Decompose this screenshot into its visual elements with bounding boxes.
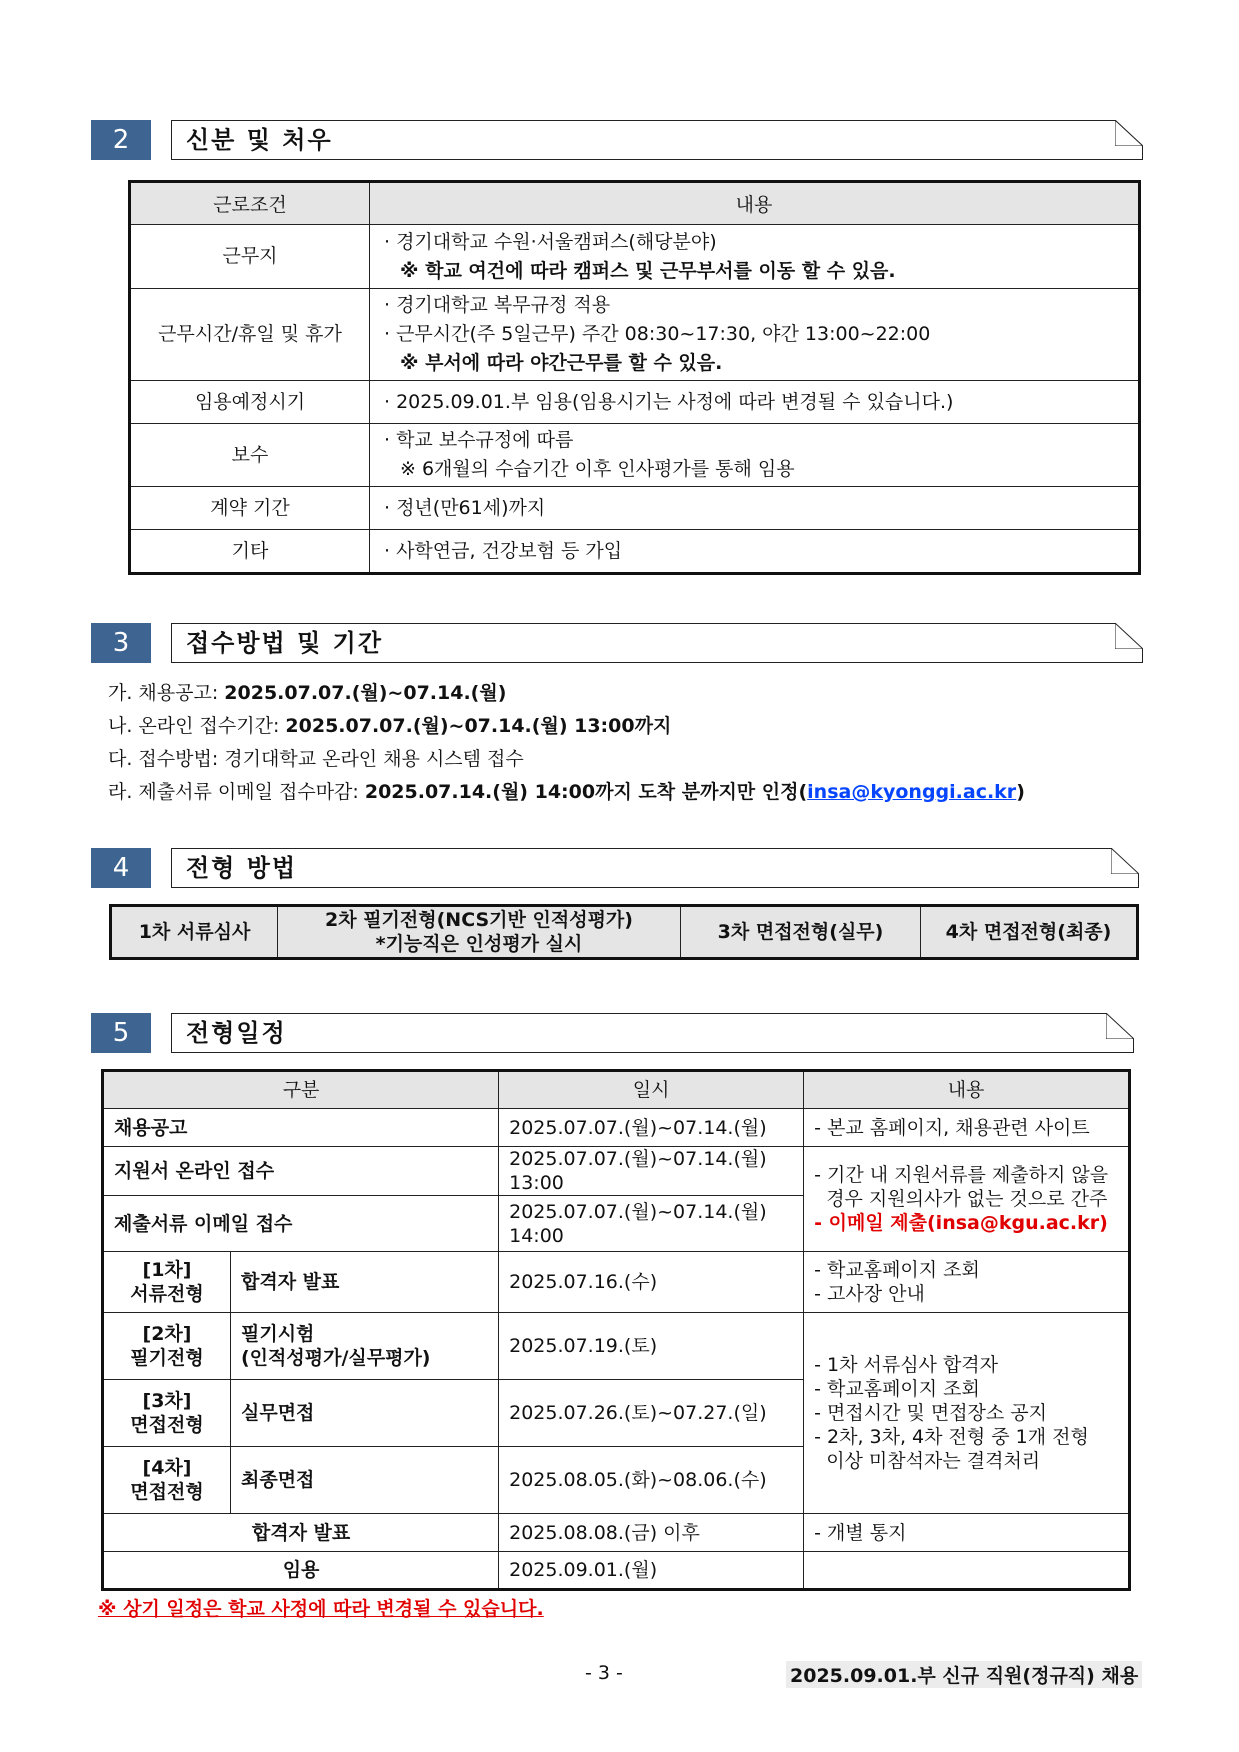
table-row — [130, 381, 1140, 424]
row-date: 2025.07.07.(월)~07.14.(월) 13:00 — [499, 1147, 804, 1196]
table-row — [130, 289, 1140, 381]
folded-corner-icon — [1115, 623, 1143, 649]
row-label: 합격자 발표 — [103, 1514, 499, 1552]
section-number: 5 — [91, 1013, 151, 1053]
item-label: 가. 채용공고: — [108, 682, 225, 704]
process-table — [109, 904, 1139, 960]
row-note — [804, 1313, 1130, 1514]
list-item — [108, 678, 506, 705]
row-label: 계약 기간 — [130, 487, 370, 530]
section-title: 전형 방법 — [186, 854, 298, 882]
note-line: - 기간 내 지원서류를 제출하지 않을 — [814, 1164, 1109, 1186]
row-label: 합격자 발표 — [231, 1252, 499, 1313]
row-label: 채용공고 — [103, 1109, 499, 1147]
stage-line: [2차] — [142, 1323, 192, 1345]
label-line: 필기시험 — [241, 1323, 315, 1345]
conditions-table — [128, 180, 1141, 575]
note-line: - 학교홈페이지 조회 — [814, 1378, 980, 1400]
header-category: 구분 — [103, 1071, 499, 1109]
row-label: 제출서류 이메일 접수 — [103, 1196, 499, 1252]
footer-title: 2025.09.01.부 신규 직원(정규직) 채용 — [786, 1661, 1142, 1688]
section-3-heading — [91, 623, 1145, 663]
section-4-heading — [91, 848, 1145, 888]
stage-line: 필기전형 — [130, 1347, 204, 1369]
section-number: 4 — [91, 848, 151, 888]
step2-line: *기능직은 인성평가 실시 — [375, 933, 583, 955]
section-title: 전형일정 — [186, 1019, 287, 1047]
section-5-heading — [91, 1013, 1141, 1053]
row-date: 2025.08.05.(화)~08.06.(수) — [499, 1447, 804, 1514]
list-item: 다. 접수방법: 경기대학교 온라인 채용 시스템 접수 — [108, 748, 524, 770]
list-item — [108, 777, 1025, 804]
row-date: 2025.07.16.(수) — [499, 1252, 804, 1313]
note-line: - 면접시간 및 면접장소 공지 — [814, 1402, 1048, 1424]
item-value: 2025.07.07.(월)~07.14.(월) — [224, 682, 507, 704]
item-close: ) — [1016, 781, 1025, 803]
note-line: - 2차, 3차, 4차 전형 중 1개 전형 — [814, 1426, 1089, 1448]
process-step-2 — [278, 906, 681, 959]
row-note — [804, 1252, 1130, 1313]
section-title-box — [171, 1013, 1134, 1053]
table-row — [130, 530, 1140, 574]
row-date: 2025.07.07.(월)~07.14.(월) — [499, 1109, 804, 1147]
row-label: 기타 — [130, 530, 370, 574]
table-row — [103, 1313, 1130, 1380]
note-line: - 학교홈페이지 조회 — [814, 1259, 980, 1281]
folded-corner-icon — [1115, 120, 1143, 146]
table-row — [103, 1552, 1130, 1590]
row-label: 임용예정시기 — [130, 381, 370, 424]
note-line: - 1차 서류심사 합격자 — [814, 1354, 999, 1376]
header-content: 내용 — [804, 1071, 1130, 1109]
item-label: 라. 제출서류 이메일 접수마감: — [108, 781, 365, 803]
stage-line: [4차] — [142, 1457, 192, 1479]
row-label: 지원서 온라인 접수 — [103, 1147, 499, 1196]
row-line: · 경기대학교 복무규정 적용 — [384, 294, 611, 316]
step2-line: 2차 필기전형(NCS기반 인적성평가) — [325, 909, 633, 931]
schedule-change-notice: ※ 상기 일정은 학교 사정에 따라 변경될 수 있습니다. — [98, 1598, 544, 1620]
stage-line: 서류전형 — [130, 1283, 204, 1305]
row-line: · 학교 보수규정에 따름 — [384, 429, 574, 451]
row-stage — [103, 1313, 231, 1380]
label-line: (인적성평가/실무평가) — [241, 1347, 431, 1369]
row-label: 근무지 — [130, 225, 370, 289]
row-note: - 본교 홈페이지, 채용관련 사이트 — [804, 1109, 1130, 1147]
email-link[interactable]: insa@kyonggi.ac.kr — [807, 781, 1017, 803]
table-row — [130, 424, 1140, 487]
table-row — [130, 487, 1140, 530]
folded-corner-icon — [1111, 848, 1139, 874]
row-date: 2025.08.08.(금) 이후 — [499, 1514, 804, 1552]
row-label: 보수 — [130, 424, 370, 487]
item-value: 2025.07.07.(월)~07.14.(월) 13:00까지 — [285, 715, 672, 737]
folded-corner-icon — [1106, 1013, 1134, 1039]
row-line: · 정년(만61세)까지 — [384, 496, 546, 519]
row-stage — [103, 1447, 231, 1514]
row-label: 실무면접 — [231, 1380, 499, 1447]
header-date: 일시 — [499, 1071, 804, 1109]
section-title-box — [171, 623, 1143, 663]
table-row — [103, 1514, 1130, 1552]
note-line-email: - 이메일 제출(insa@kgu.ac.kr) — [814, 1212, 1108, 1234]
process-step-3: 3차 면접전형(실무) — [681, 906, 921, 959]
process-step-4: 4차 면접전형(최종) — [921, 906, 1138, 959]
row-note — [804, 1147, 1130, 1252]
row-note: - 개별 통지 — [804, 1514, 1130, 1552]
stage-line: [3차] — [142, 1390, 192, 1412]
stage-line: 면접전형 — [130, 1414, 204, 1436]
table-row — [103, 1252, 1130, 1313]
item-label: 나. 온라인 접수기간: — [108, 715, 286, 737]
header-content: 내용 — [370, 182, 1140, 225]
row-stage — [103, 1252, 231, 1313]
row-note — [804, 1552, 1130, 1590]
row-line: ※ 6개월의 수습기간 이후 인사평가를 통해 임용 — [400, 458, 795, 480]
row-stage — [103, 1380, 231, 1447]
schedule-table — [101, 1069, 1131, 1591]
row-date: 2025.07.07.(월)~07.14.(월) 14:00 — [499, 1196, 804, 1252]
stage-line: 면접전형 — [130, 1481, 204, 1503]
table-row — [103, 1109, 1130, 1147]
row-date: 2025.07.26.(토)~07.27.(일) — [499, 1380, 804, 1447]
section-title-box — [171, 848, 1139, 888]
header-condition: 근로조건 — [130, 182, 370, 225]
page-number: - 3 - — [585, 1662, 623, 1684]
stage-line: [1차] — [142, 1259, 192, 1281]
row-line: · 사학연금, 건강보험 등 가입 — [384, 539, 623, 562]
row-line: · 경기대학교 수원·서울캠퍼스(해당분야) — [384, 230, 717, 253]
row-label: 근무시간/휴일 및 휴가 — [130, 289, 370, 381]
row-date: 2025.07.19.(토) — [499, 1313, 804, 1380]
table-row — [130, 225, 1140, 289]
row-note: ※ 부서에 따라 야간근무를 할 수 있음. — [400, 352, 723, 374]
row-date: 2025.09.01.(월) — [499, 1552, 804, 1590]
process-step-1: 1차 서류심사 — [111, 906, 278, 959]
section-2-heading — [91, 120, 1145, 160]
section-number: 3 — [91, 623, 151, 663]
section-title: 신분 및 처우 — [186, 126, 333, 154]
row-label: 임용 — [103, 1552, 499, 1590]
row-line: · 근무시간(주 5일근무) 주간 08:30~17:30, 야간 13:00~22:00 — [384, 323, 931, 345]
note-line: - 고사장 안내 — [814, 1283, 925, 1305]
section-title: 접수방법 및 기간 — [186, 629, 383, 657]
list-item — [108, 711, 671, 738]
row-label: 최종면접 — [231, 1447, 499, 1514]
row-line: · 2025.09.01.부 임용(임용시기는 사정에 따라 변경될 수 있습니다.) — [384, 390, 954, 413]
note-line: 이상 미참석자는 결격처리 — [814, 1450, 1041, 1472]
row-label — [231, 1313, 499, 1380]
table-row — [103, 1147, 1130, 1196]
row-note: ※ 학교 여건에 따라 캠퍼스 및 근무부서를 이동 할 수 있음. — [400, 259, 896, 282]
note-line: 경우 지원의사가 없는 것으로 간주 — [814, 1188, 1108, 1210]
section-number: 2 — [91, 120, 151, 160]
item-value: 2025.07.14.(월) 14:00까지 도착 분까지만 인정( — [364, 781, 808, 803]
section-title-box — [171, 120, 1143, 160]
